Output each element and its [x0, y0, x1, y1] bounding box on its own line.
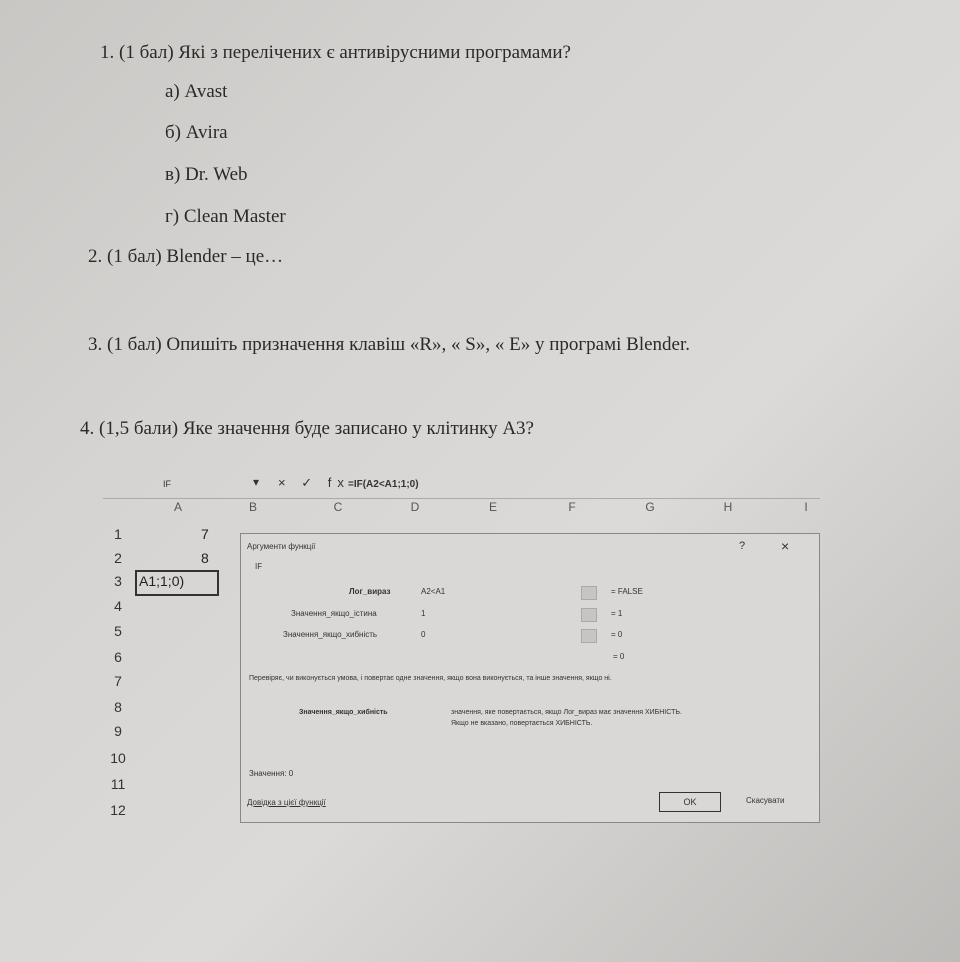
arg-result-2: = 1 [611, 609, 623, 618]
row-header-5: 5 [114, 623, 122, 639]
row-header-12: 12 [110, 802, 126, 818]
help-link[interactable]: Довідка з цієї функції [247, 798, 326, 807]
ok-button[interactable]: OK [659, 792, 721, 812]
formula-icons: × ✓ fx [278, 475, 350, 490]
col-header-g: G [645, 500, 655, 514]
col-header-c: C [333, 500, 343, 514]
option-c: в) Dr. Web [165, 164, 248, 185]
question-1: 1. (1 бал) Які з перелічених є антивірусними програмами? [100, 42, 571, 63]
description-arg-text: значення, яке повертається, якщо Лог_вираз має значення ХИБНІСТЬ. [451, 709, 682, 716]
col-header-i: I [804, 500, 808, 514]
col-header-f: F [568, 500, 576, 514]
option-b: б) Avira [165, 122, 228, 143]
description-default-text: Якщо не вказано, повертається ХИБНІСТЬ. [451, 720, 593, 727]
range-select-icon [581, 629, 597, 643]
row-header-2: 2 [114, 550, 122, 566]
arg-label-2: Значення_якщо_істина [291, 609, 377, 618]
cell-a2: 8 [201, 550, 209, 566]
col-header-b: B [248, 500, 257, 514]
cancel-button[interactable]: Скасувати [746, 796, 785, 805]
arg-value-1: A2<A1 [421, 587, 446, 596]
arg-value-3: 0 [421, 630, 426, 639]
range-select-icon [581, 608, 597, 622]
col-header-d: D [410, 500, 420, 514]
row-header-8: 8 [114, 699, 122, 715]
col-header-a: A [173, 500, 182, 514]
chevron-down-icon: ▾ [253, 475, 260, 489]
question-3: 3. (1 бал) Опишіть призначення клавіш «R», « S», « E» у програмі Blender. [88, 334, 690, 355]
row-header-3: 3 [114, 573, 122, 589]
row-header-6: 6 [114, 649, 122, 665]
row-header-11: 11 [110, 776, 126, 792]
arg-result-3: = 0 [611, 630, 623, 639]
close-icon: × [781, 538, 790, 554]
formula-bar [103, 470, 820, 499]
row-header-1: 1 [114, 526, 122, 542]
arg-result-1: = FALSE [611, 587, 643, 596]
function-total: = 0 [613, 652, 625, 661]
range-select-icon [581, 586, 597, 600]
option-a: а) Avast [165, 81, 228, 102]
formula-value: Значення: 0 [249, 769, 294, 778]
row-header-7: 7 [114, 673, 122, 689]
name-box: IF [163, 479, 171, 489]
option-d: г) Clean Master [165, 206, 286, 227]
row-header-9: 9 [114, 723, 122, 739]
function-description: Перевіряє, чи виконується умова, і повертає одне значення, якщо вона виконується, та інше значення, якщо ні. [249, 675, 612, 682]
arg-label-1: Лог_вираз [349, 587, 391, 596]
arg-label-3: Значення_якщо_хибність [283, 630, 378, 639]
dialog-title: Аргументи функції [247, 542, 316, 551]
function-arguments-dialog [240, 533, 820, 823]
cell-a1: 7 [201, 526, 209, 542]
row-header-10: 10 [110, 750, 126, 766]
cell-a3: A1;1;0) [139, 573, 185, 589]
question-2: 2. (1 бал) Blender – це… [88, 246, 284, 267]
col-header-e: E [488, 500, 497, 514]
spreadsheet-screenshot [103, 470, 820, 822]
help-icon: ? [739, 540, 746, 552]
row-header-4: 4 [114, 598, 122, 614]
function-name: IF [255, 562, 263, 571]
formula-text: =IF(A2<A1;1;0) [348, 479, 419, 490]
question-4: 4. (1,5 бали) Яке значення буде записано у клітинку А3? [80, 418, 534, 439]
description-arg-label: Значення_якщо_хибність [299, 709, 388, 716]
col-header-h: H [723, 500, 733, 514]
arg-value-2: 1 [421, 609, 426, 618]
